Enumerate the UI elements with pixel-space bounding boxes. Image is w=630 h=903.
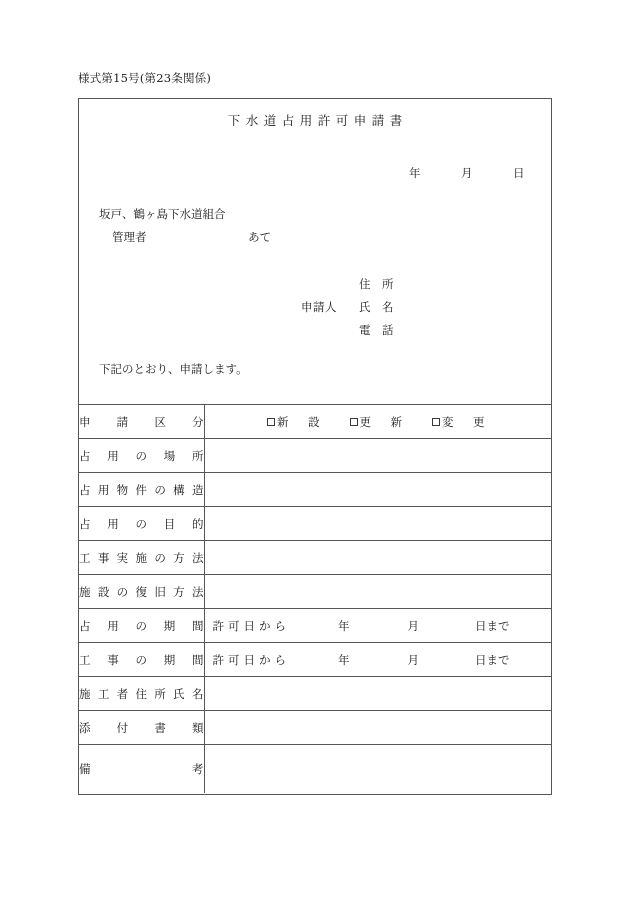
row-value-structure[interactable] (204, 473, 551, 507)
date-month-label: 月 (461, 166, 473, 180)
table-row (79, 711, 551, 745)
construction-period-fields (205, 652, 552, 668)
applicant-phone-label: 電 話 (359, 323, 394, 337)
label-text: 施 設 の 復 旧 方 法 (79, 584, 204, 599)
applicant-name-row (301, 302, 421, 325)
applicant-address-label: 住 所 (359, 277, 394, 291)
label-text: 施 工 者 住 所 氏 名 (79, 686, 204, 701)
table-row (79, 677, 551, 711)
addressee-organization: 坂戸、鶴ヶ島下水道組合 (99, 207, 226, 221)
row-label-construction-period (79, 643, 204, 677)
row-label-restoration-method (79, 575, 204, 609)
date-day-label: 日 (513, 166, 525, 180)
row-label-attachments (79, 711, 204, 745)
form-header (79, 99, 551, 404)
row-label-application-category (79, 405, 204, 439)
addressee-role-line (112, 232, 271, 244)
applicant-phone-row (301, 325, 421, 348)
checkbox-square-icon[interactable] (350, 418, 358, 426)
construction-period-day: 日まで (475, 652, 510, 667)
checkbox-renewal[interactable] (350, 414, 407, 430)
row-value-construction-method[interactable] (204, 541, 551, 575)
application-category-options (205, 414, 552, 430)
table-row (79, 507, 551, 541)
label-text: 添 付 書 類 (79, 720, 204, 735)
checkbox-new-label: 新 設 (277, 414, 324, 429)
date-year-label: 年 (409, 166, 421, 180)
page-title: 下水道占用許可申請書 (227, 113, 408, 128)
row-value-occupancy-period[interactable] (204, 609, 551, 643)
table-row (79, 609, 551, 643)
checkbox-change[interactable] (432, 414, 489, 430)
checkbox-square-icon[interactable] (267, 418, 275, 426)
label-text: 工 事 の 期 間 (79, 652, 204, 667)
checkbox-renewal-label: 更 新 (359, 414, 406, 429)
table-row (79, 541, 551, 575)
label-text: 工 事 実 施 の 方 法 (79, 550, 204, 565)
row-label-structure (79, 473, 204, 507)
row-value-contractor[interactable] (204, 677, 551, 711)
label-text: 申 請 区 分 (79, 414, 204, 429)
table-row (79, 473, 551, 507)
row-label-purpose (79, 507, 204, 541)
row-value-construction-period[interactable] (204, 643, 551, 677)
row-label-construction-method (79, 541, 204, 575)
row-value-remarks[interactable] (204, 745, 551, 793)
row-label-contractor (79, 677, 204, 711)
row-label-remarks (79, 745, 204, 793)
occupancy-period-day: 日まで (475, 618, 510, 633)
row-label-occupancy-period (79, 609, 204, 643)
label-text: 占 用 の 期 間 (79, 618, 204, 633)
occupancy-period-month: 月 (407, 618, 419, 633)
table-row (79, 575, 551, 609)
addressee-suffix: あて (248, 230, 272, 244)
applicant-block (301, 279, 421, 348)
occupancy-period-year: 年 (338, 618, 350, 633)
construction-period-from: 許可日から (212, 652, 290, 667)
label-text: 備 考 (79, 761, 204, 776)
construction-period-month: 月 (407, 652, 419, 667)
table-row (79, 643, 551, 677)
form-number: 様式第15号(第23条関係) (78, 71, 212, 85)
label-text: 占 用 物 件 の 構 造 (79, 482, 204, 497)
checkbox-square-icon[interactable] (432, 418, 440, 426)
occupancy-period-from: 許可日から (212, 618, 290, 633)
table-body (79, 405, 551, 793)
row-value-application-category (204, 405, 551, 439)
row-value-occupancy-location[interactable] (204, 439, 551, 473)
table-row (79, 439, 551, 473)
label-text: 占 用 の 場 所 (79, 448, 204, 463)
row-value-purpose[interactable] (204, 507, 551, 541)
date-line (409, 168, 525, 180)
row-label-occupancy-location (79, 439, 204, 473)
row-value-attachments[interactable] (204, 711, 551, 745)
application-form-sheet (78, 98, 552, 795)
applicant-name-label: 氏 名 (359, 300, 394, 314)
application-details-table (79, 404, 551, 793)
applicant-role-label: 申請人 (301, 300, 337, 314)
applicant-address-row (301, 279, 421, 302)
checkbox-change-label: 変 更 (442, 414, 489, 429)
row-value-restoration-method[interactable] (204, 575, 551, 609)
addressee-role: 管理者 (112, 230, 147, 244)
application-statement: 下記のとおり、申請します。 (99, 362, 248, 376)
occupancy-period-fields (205, 618, 552, 634)
construction-period-year: 年 (338, 652, 350, 667)
label-text: 占 用 の 目 的 (79, 516, 204, 531)
table-row (79, 405, 551, 439)
checkbox-new[interactable] (267, 414, 324, 430)
table-row (79, 745, 551, 793)
